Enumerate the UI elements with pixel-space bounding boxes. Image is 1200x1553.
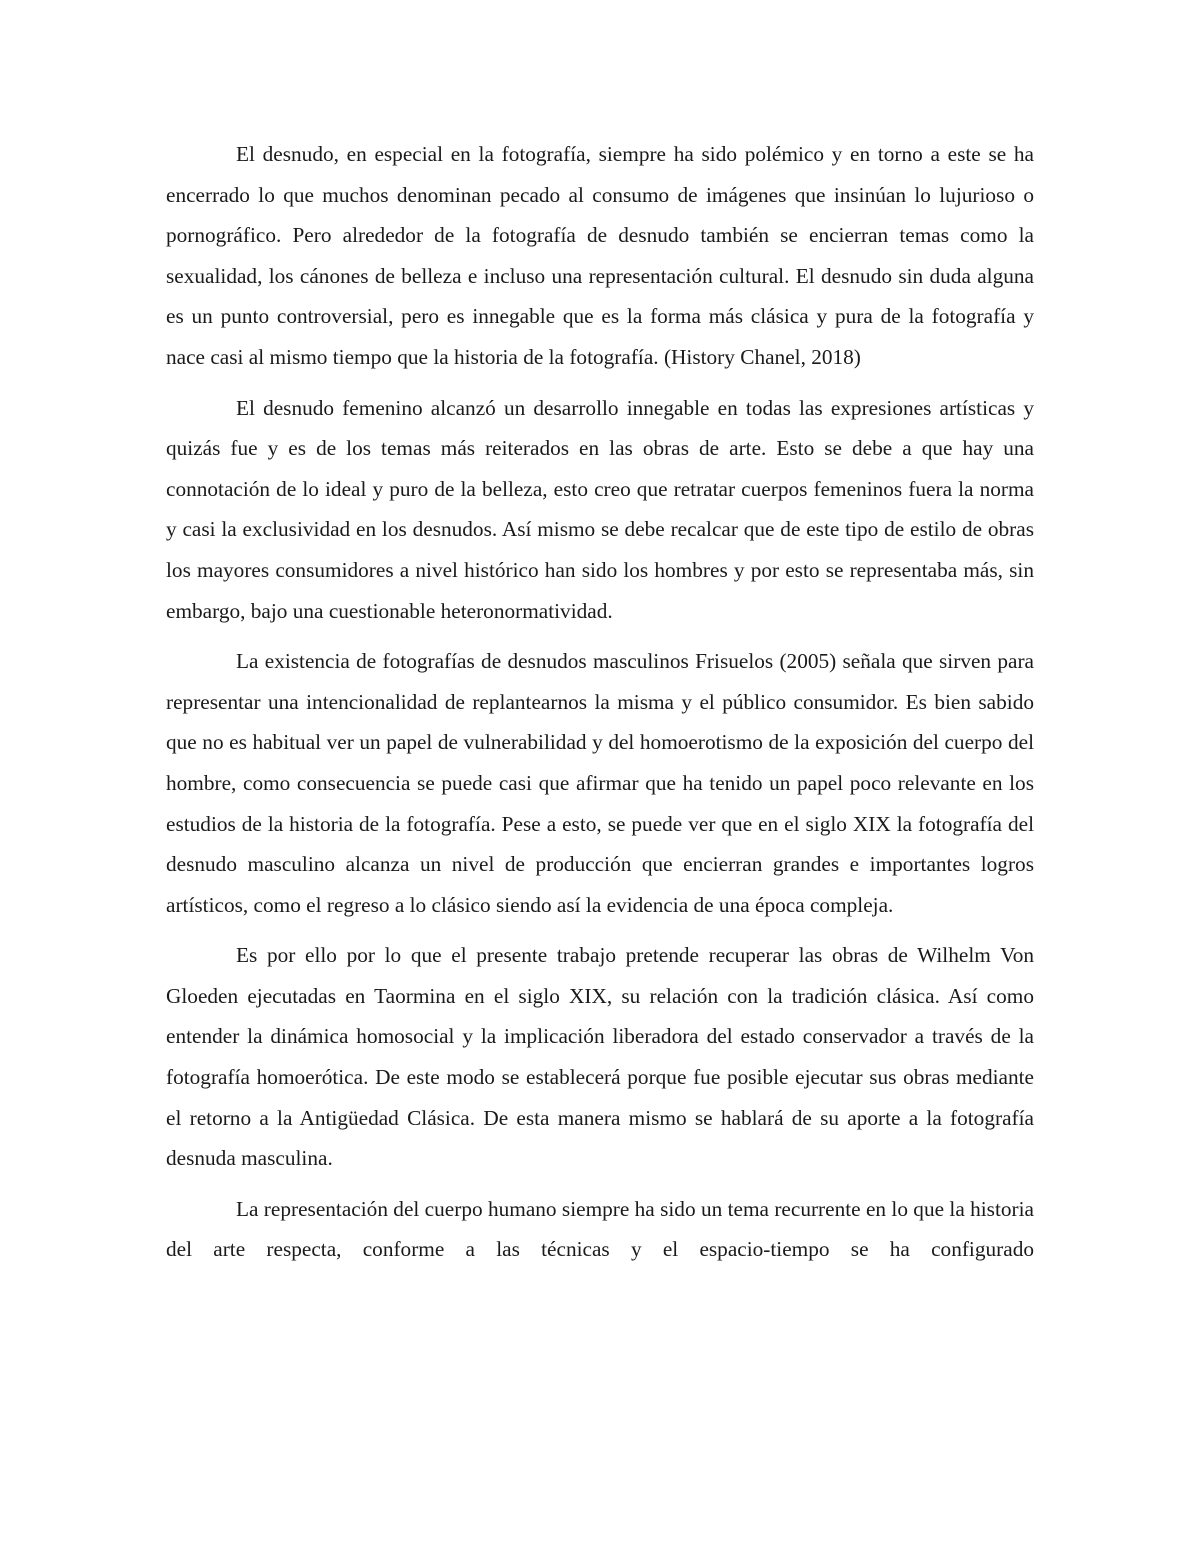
paragraph-5: La representación del cuerpo humano siempre ha sido un tema recurrente en lo que la historia del arte respecta, conforme a las técnicas y el espacio-tiempo se ha configurado bbox=[166, 1196, 1034, 1262]
paragraph-3: La existencia de fotografías de desnudos masculinos Frisuelos (2005) señala que sirven para representar una intencionalidad de replantearnos la misma y el público consumidor. Es bien sabido que no es habitual ver un papel de vulnerabilidad y del homoerotismo de la exposición del cuerpo del hombre, como consecuencia se puede casi que afirmar que ha tenido un papel poco relevante en los estudios de la historia de la fotografía. Pese a esto, se puede ver que en el siglo XIX la fotografía del desnudo masculino alcanza un nivel de producción que encierran grandes e importantes logros artísticos, como el regreso a lo clásico siendo así la evidencia de una época compleja. bbox=[166, 649, 1034, 917]
paragraph-1: El desnudo, en especial en la fotografía, siempre ha sido polémico y en torno a este se ha encerrado lo que muchos denominan pecado al consumo de imágenes que insinúan lo lujurioso o pornográfico. Pero alrededor de la fotografía de desnudo también se encierran temas como la sexualidad, los cánones de belleza e incluso una representación cultural. El desnudo sin duda alguna es un punto controversial, pero es innegable que es la forma más clásica y pura de la fotografía y nace casi al mismo tiempo que la historia de la fotografía. (History Chanel, 2018) bbox=[166, 142, 1034, 369]
paragraph-4: Es por ello por lo que el presente trabajo pretende recuperar las obras de Wilhelm Von Gloeden ejecutadas en Taormina en el siglo XIX, su relación con la tradición clásica. Así como entender la dinámica homosocial y la implicación liberadora del estado conservador a través de la fotografía homoerótica. De este modo se establecerá porque fue posible ejecutar sus obras mediante el retorno a la Antigüedad Clásica. De esta manera mismo se hablará de su aporte a la fotografía desnuda masculina. bbox=[166, 943, 1034, 1171]
paragraph-2: El desnudo femenino alcanzó un desarrollo innegable en todas las expresiones artísticas y quizás fue y es de los temas más reiterados en las obras de arte. Esto se debe a que hay una connotación de lo ideal y puro de la belleza, esto creo que retratar cuerpos femeninos fuera la norma y casi la exclusividad en los desnudos. Así mismo se debe recalcar que de este tipo de estilo de obras los mayores consumidores a nivel histórico han sido los hombres y por esto se representaba más, sin embargo, bajo una cuestionable heteronormatividad. bbox=[166, 395, 1034, 623]
document-body bbox=[166, 134, 1034, 1280]
